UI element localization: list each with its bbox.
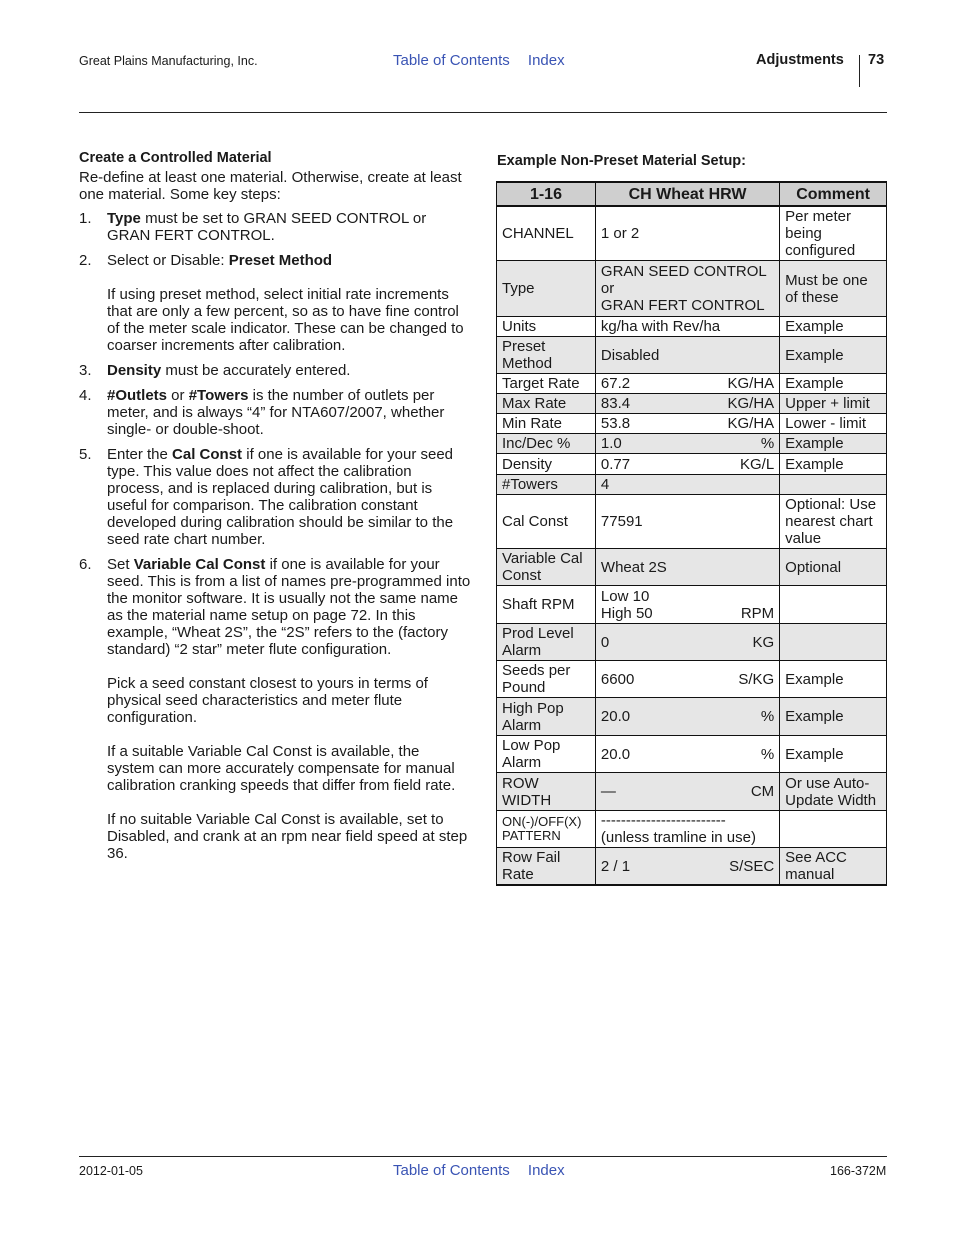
section-title: Adjustments bbox=[756, 52, 844, 68]
table-row bbox=[497, 475, 887, 495]
header-rule bbox=[79, 112, 887, 113]
comment-cell bbox=[780, 475, 887, 495]
table-row bbox=[497, 434, 887, 454]
unit-label: KG/L bbox=[739, 455, 775, 473]
column-header: 1-16 bbox=[497, 182, 596, 206]
comment-cell bbox=[780, 586, 887, 624]
setting-value: 20.0 % bbox=[595, 698, 779, 736]
column-header: Comment bbox=[780, 182, 887, 206]
step-item: 3. Density must be accurately entered. bbox=[79, 362, 351, 379]
setting-value: 83.4 KG/HA bbox=[595, 394, 779, 414]
setting-value: 1 or 2 bbox=[595, 206, 779, 261]
table-row bbox=[497, 394, 887, 414]
table-title: Example Non-Preset Material Setup: bbox=[497, 153, 746, 169]
unit-label: RPM bbox=[740, 604, 775, 622]
setting-value: kg/ha with Rev/ha bbox=[595, 317, 779, 337]
unit-label: KG/HA bbox=[727, 375, 775, 392]
table-row bbox=[497, 736, 887, 773]
setting-label: Type bbox=[497, 261, 596, 317]
setting-label: ROW WIDTH bbox=[497, 773, 596, 811]
step-item: 1. Type must be set to GRAN SEED CONTROL or GRAN FERT CONTROL. bbox=[79, 210, 427, 244]
unit-label: % bbox=[760, 745, 775, 763]
setting-label: Target Rate bbox=[497, 374, 596, 394]
footer-rule bbox=[79, 1156, 887, 1157]
unit-label: % bbox=[760, 435, 775, 452]
comment-cell: Per meter being configured bbox=[780, 206, 887, 261]
step-item: 6. Set Variable Cal Const if one is available for your seed. This is from a list of names pre-programmed into the monitor software. It is usually not the same name as the material name setup on page 72. In this example, “Wheat 2S”, the “2S” refers to the (factory standard) “2 star” meter flute configuration. Pick a seed constant closest to yours in terms of physical seed characteristics and meter flute configuration. If a suitable Variable Cal Const is available, the system can more accurately compensate for manual calibration cranking speeds that differ from field rate. If no suitable Variable Cal Const is available, set to Disabled, and crank at an rpm near field speed at step 36. bbox=[79, 556, 471, 862]
setting-value: — CM bbox=[595, 773, 779, 811]
comment-cell: Example bbox=[780, 736, 887, 773]
unit-label: KG bbox=[752, 633, 775, 651]
table-row bbox=[497, 495, 887, 549]
setting-value: GRAN SEED CONTROL or GRAN FERT CONTROL bbox=[595, 261, 779, 317]
setting-label: Max Rate bbox=[497, 394, 596, 414]
index-link[interactable]: Index bbox=[527, 1162, 565, 1179]
comment-cell: Lower - limit bbox=[780, 414, 887, 434]
toc-link[interactable]: Table of Contents bbox=[393, 1162, 510, 1179]
comment-cell: Example bbox=[780, 337, 887, 374]
setting-value: 6600 S/KG bbox=[595, 661, 779, 698]
setting-value: 67.2 KG/HA bbox=[595, 374, 779, 394]
setting-value: Wheat 2S bbox=[595, 549, 779, 586]
comment-cell bbox=[780, 811, 887, 848]
company-name: Great Plains Manufacturing, Inc. bbox=[79, 54, 258, 68]
setting-value: Low 10 High 50 RPM bbox=[595, 586, 779, 624]
material-setup-table bbox=[496, 181, 887, 886]
setting-value: 4 bbox=[595, 475, 779, 495]
table-row bbox=[497, 337, 887, 374]
comment-cell: Or use Auto-Update Width bbox=[780, 773, 887, 811]
setting-label: Preset Method bbox=[497, 337, 596, 374]
unit-label: KG/HA bbox=[727, 395, 775, 412]
setting-label: Inc/Dec % bbox=[497, 434, 596, 454]
steps-list bbox=[79, 210, 471, 862]
step-item: 2. Select or Disable: Preset Method If using preset method, select initial rate increments that are only a few percent, so as to have fine control of the meter scale indicator. These can be changed to coarser increments after calibration. bbox=[79, 252, 464, 354]
column-header: CH Wheat HRW bbox=[595, 182, 779, 206]
setting-value: Disabled bbox=[595, 337, 779, 374]
table-row bbox=[497, 261, 887, 317]
step-item: 4. #Outlets or #Towers is the number of outlets per meter, and is always “4” for NTA607/2007, whether single- or double-shoot. bbox=[79, 387, 445, 438]
setting-label: #Towers bbox=[497, 475, 596, 495]
unit-label: KG/HA bbox=[727, 415, 775, 432]
comment-cell: See ACC manual bbox=[780, 848, 887, 886]
table-row bbox=[497, 773, 887, 811]
setting-value: 77591 bbox=[595, 495, 779, 549]
setting-value: 2 / 1 S/SEC bbox=[595, 848, 779, 886]
setting-value: 0.77 KG/L bbox=[595, 454, 779, 475]
table-row bbox=[497, 414, 887, 434]
comment-cell: Example bbox=[780, 434, 887, 454]
toc-link[interactable]: Table of Contents bbox=[393, 52, 510, 69]
instructions-column bbox=[79, 150, 471, 870]
table-row bbox=[497, 624, 887, 661]
comment-cell: Example bbox=[780, 698, 887, 736]
table-row bbox=[497, 454, 887, 475]
setting-value: 1.0 % bbox=[595, 434, 779, 454]
setting-label: High Pop Alarm bbox=[497, 698, 596, 736]
unit-label: CM bbox=[750, 783, 775, 800]
index-link[interactable]: Index bbox=[527, 52, 565, 69]
comment-cell: Example bbox=[780, 317, 887, 337]
table-row bbox=[497, 811, 887, 848]
table-row bbox=[497, 586, 887, 624]
setting-label: Cal Const bbox=[497, 495, 596, 549]
page-number: 73 bbox=[868, 52, 885, 68]
footer-date: 2012-01-05 bbox=[79, 1164, 143, 1178]
comment-cell: Upper + limit bbox=[780, 394, 887, 414]
setting-label: Seeds per Pound bbox=[497, 661, 596, 698]
setting-label: Row Fail Rate bbox=[497, 848, 596, 886]
setting-label: Prod Level Alarm bbox=[497, 624, 596, 661]
comment-cell: Example bbox=[780, 374, 887, 394]
comment-cell: Optional bbox=[780, 549, 887, 586]
setting-label: Shaft RPM bbox=[497, 586, 596, 624]
setting-value: 0 KG bbox=[595, 624, 779, 661]
unit-label: S/KG bbox=[738, 670, 775, 688]
unit-label: S/SEC bbox=[729, 857, 775, 875]
table-row bbox=[497, 848, 887, 886]
setting-label: ON(-)/OFF(X) PATTERN bbox=[497, 811, 596, 848]
comment-cell: Must be one of these bbox=[780, 261, 887, 317]
table-row bbox=[497, 698, 887, 736]
setting-value: ------------------------- (unless tramline in use) bbox=[595, 811, 779, 848]
comment-cell: Example bbox=[780, 661, 887, 698]
table-row bbox=[497, 206, 887, 261]
table-row bbox=[497, 317, 887, 337]
setting-value: 20.0 % bbox=[595, 736, 779, 773]
intro-text: Re-define at least one material. Otherwise, create at least one material. Some key steps: bbox=[79, 169, 462, 203]
unit-label: % bbox=[760, 708, 775, 725]
header-nav bbox=[393, 52, 579, 69]
table-row bbox=[497, 661, 887, 698]
table-row bbox=[497, 374, 887, 394]
document-number: 166-372M bbox=[830, 1164, 887, 1178]
setting-label: Density bbox=[497, 454, 596, 475]
comment-cell: Optional: Use nearest chart value bbox=[780, 495, 887, 549]
table-row bbox=[497, 549, 887, 586]
comment-cell: Example bbox=[780, 454, 887, 475]
setting-label: CHANNEL bbox=[497, 206, 596, 261]
footer-nav bbox=[393, 1162, 579, 1179]
comment-cell bbox=[780, 624, 887, 661]
setting-label: Min Rate bbox=[497, 414, 596, 434]
setting-label: Units bbox=[497, 317, 596, 337]
setting-label: Variable Cal Const bbox=[497, 549, 596, 586]
step-item: 5. Enter the Cal Const if one is available for your seed type. This value does not affect the calibration process, and is replaced during calibration, but is useful for comparison. The calibration constant developed during calibration should be similar to the seed rate chart number. bbox=[79, 446, 454, 548]
section-heading: Create a Controlled Material bbox=[79, 150, 272, 166]
header-divider bbox=[859, 55, 860, 87]
setting-label: Low Pop Alarm bbox=[497, 736, 596, 773]
setting-value: 53.8 KG/HA bbox=[595, 414, 779, 434]
